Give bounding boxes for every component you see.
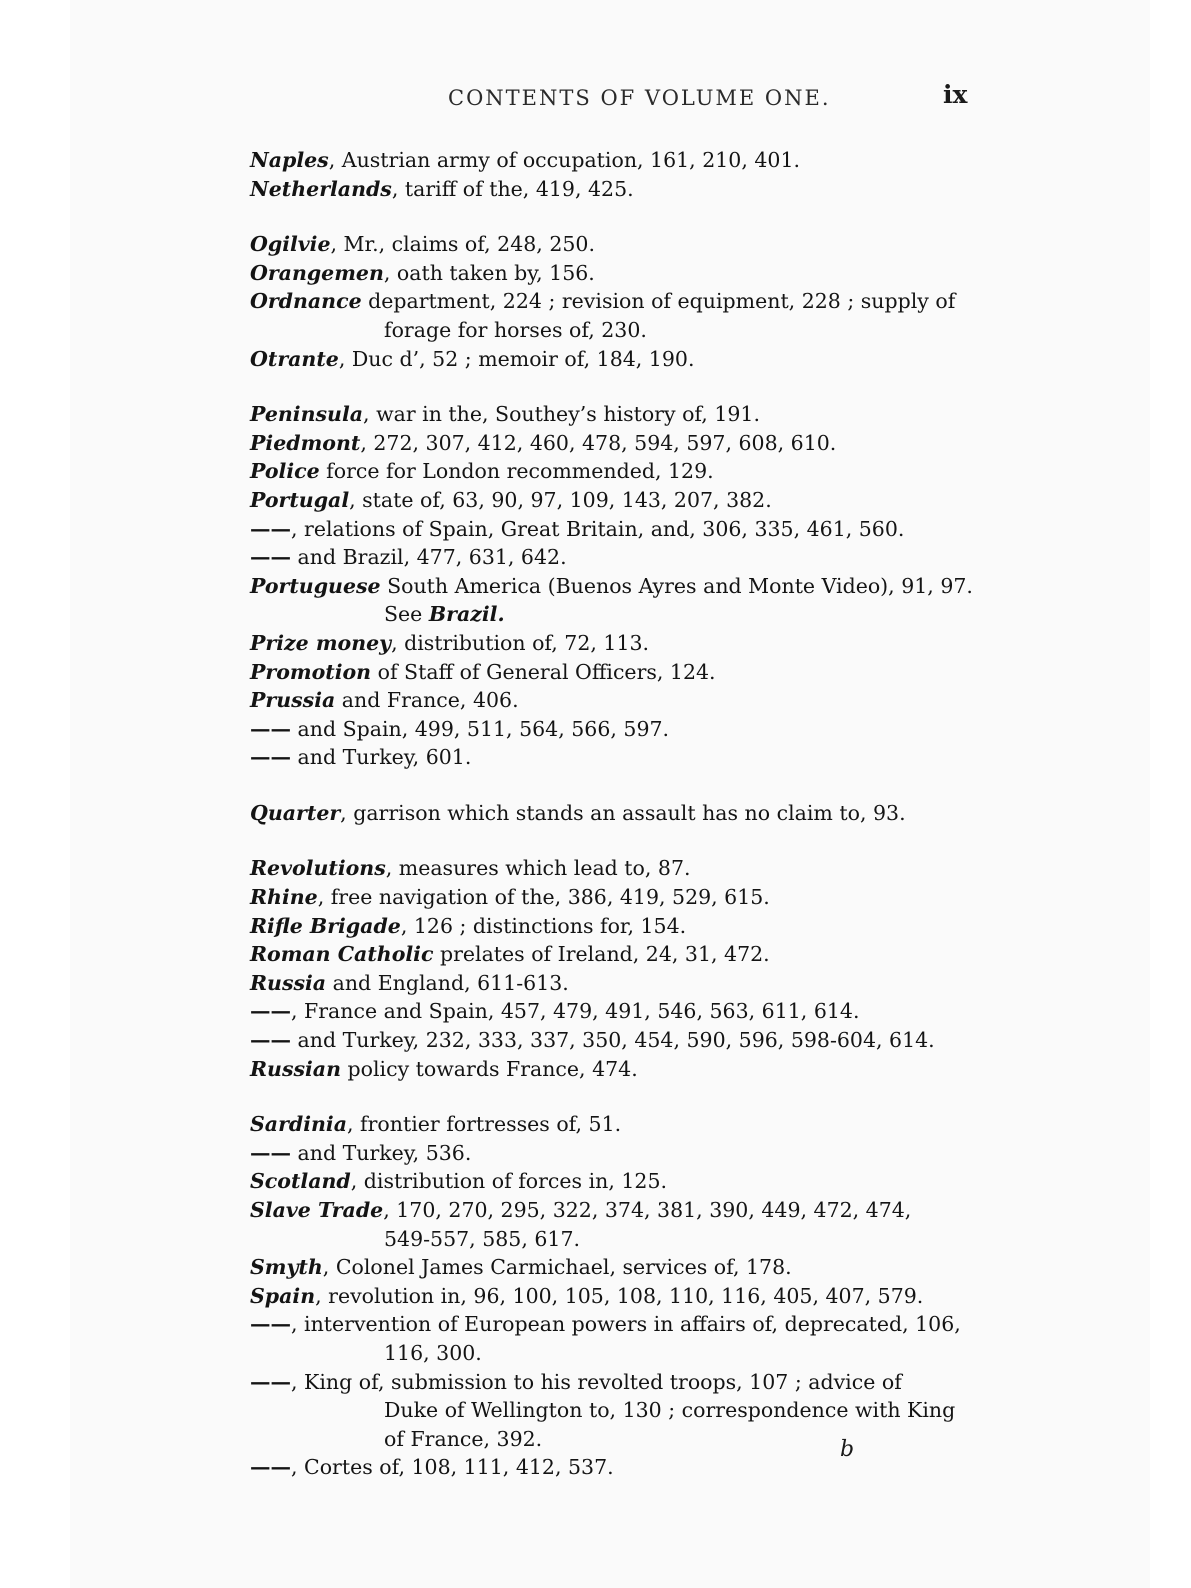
entry-text: and Turkey, 601. xyxy=(291,745,472,770)
entry-keyword: Quarter xyxy=(250,800,341,825)
entry-keyword: Promotion xyxy=(250,659,372,684)
index-entry-russia xyxy=(250,969,980,998)
entry-keyword: Revolutions xyxy=(250,856,386,881)
entry-continuation: Duke of Wellington to, 130 ; correspondence with King xyxy=(384,1398,956,1423)
entry-keyword: Piedmont xyxy=(250,430,361,455)
index-entry-quarter xyxy=(250,799,980,828)
index-entry-scotland xyxy=(250,1167,980,1196)
entry-keyword: Peninsula xyxy=(250,402,364,427)
entry-text: , distribution of forces in, 125. xyxy=(350,1169,668,1194)
ditto-dash: —— xyxy=(250,1312,291,1337)
index-entry-otrante xyxy=(250,345,980,374)
index-subentry xyxy=(250,997,980,1026)
entry-keyword: Police xyxy=(250,459,320,484)
index-subentry xyxy=(250,1453,980,1482)
index-entry-netherlands xyxy=(250,175,980,204)
index-entry-roman-catholic xyxy=(250,940,980,969)
entry-keyword: Russian xyxy=(250,1056,341,1081)
index-entry-russian xyxy=(250,1055,980,1084)
index-subentry xyxy=(250,1026,980,1055)
ditto-dash: —— xyxy=(250,1028,291,1053)
entry-text: , King of, submission to his revolted troops, 107 ; advice of xyxy=(291,1369,902,1394)
index-entry-portugal xyxy=(250,486,980,515)
entry-text: and Spain, 499, 511, 564, 566, 597. xyxy=(291,716,670,741)
section-gap xyxy=(250,772,980,799)
entry-text: and Turkey, 536. xyxy=(291,1140,472,1165)
signature-mark: b xyxy=(840,1437,855,1462)
ditto-dash: —— xyxy=(250,1455,291,1480)
entry-keyword: Russia xyxy=(250,970,327,995)
ditto-dash: —— xyxy=(250,516,291,541)
ditto-dash: —— xyxy=(250,1140,291,1165)
entry-text: and Brazil, 477, 631, 642. xyxy=(291,545,567,570)
entry-text: South America (Buenos Ayres and Monte Video), 91, 97. xyxy=(380,573,973,598)
ditto-dash: —— xyxy=(250,545,291,570)
see-reference: Brazil. xyxy=(428,602,505,627)
index-entry-portuguese xyxy=(250,572,980,629)
entry-keyword: Scotland xyxy=(250,1169,351,1194)
index-entry-peninsula xyxy=(250,400,980,429)
ditto-dash: —— xyxy=(250,745,291,770)
entry-text: , France and Spain, 457, 479, 491, 546, 563, 611, 614. xyxy=(291,999,860,1024)
entry-text: , revolution in, 96, 100, 105, 108, 110, 116, 405, 407, 579. xyxy=(315,1283,924,1308)
entry-keyword: Rifle Brigade xyxy=(250,913,401,938)
entry-text: , free navigation of the, 386, 419, 529, 615. xyxy=(317,885,770,910)
entry-keyword: Orangemen xyxy=(250,260,384,285)
entry-keyword: Ogilvie xyxy=(250,232,331,257)
section-gap xyxy=(250,373,980,400)
entry-keyword: Roman Catholic xyxy=(250,942,434,967)
entry-text: , measures which lead to, 87. xyxy=(385,856,691,881)
entry-text: department, 224 ; revision of equipment, 228 ; supply of xyxy=(361,289,956,314)
entry-text: , garrison which stands an assault has no claim to, 93. xyxy=(340,800,906,825)
entry-keyword: Sardinia xyxy=(250,1112,347,1137)
index-entry-smyth xyxy=(250,1253,980,1282)
entry-keyword: Rhine xyxy=(250,885,318,910)
entry-keyword: Ordnance xyxy=(250,289,362,314)
index-entry-promotion xyxy=(250,658,980,687)
entry-keyword: Slave Trade xyxy=(250,1198,384,1222)
entry-keyword: Prize money xyxy=(250,630,392,655)
entry-keyword: Otrante xyxy=(250,346,339,371)
entry-keyword: Portugal xyxy=(250,487,350,512)
entry-text: and France, 406. xyxy=(335,688,519,713)
index-entry-ordnance xyxy=(250,287,980,344)
index-subentry xyxy=(250,1368,980,1454)
index-subentry xyxy=(250,1310,980,1367)
index-subentry xyxy=(250,515,980,544)
entry-text: prelates of Ireland, 24, 31, 472. xyxy=(433,942,770,967)
entry-continuation xyxy=(250,600,980,629)
index-subentry xyxy=(250,715,980,744)
index-entry-prize-money xyxy=(250,629,980,658)
index-entry-ogilvie xyxy=(250,230,980,259)
index-entry-revolutions xyxy=(250,854,980,883)
entry-text: , Colonel James Carmichael, services of, 178. xyxy=(322,1255,792,1280)
index-entry-orangemen xyxy=(250,259,980,288)
section-gap xyxy=(250,203,980,230)
entry-keyword: Portuguese xyxy=(250,573,381,598)
entry-text: , Cortes of, 108, 111, 412, 537. xyxy=(291,1455,614,1480)
index-entry-rhine xyxy=(250,883,980,912)
entry-text: , relations of Spain, Great Britain, and, 306, 335, 461, 560. xyxy=(291,516,905,541)
entry-text: , 126 ; distinctions for, 154. xyxy=(400,913,687,938)
index-entry-naples xyxy=(250,146,980,175)
index-entry-slave-trade xyxy=(250,1196,980,1253)
index-entry-sardinia xyxy=(250,1110,980,1139)
page-number: ix xyxy=(943,80,968,109)
ditto-dash: —— xyxy=(250,999,291,1024)
index-entry-rifle-brigade xyxy=(250,912,980,941)
entry-text: , state of, 63, 90, 97, 109, 143, 207, 382. xyxy=(349,487,772,512)
section-gap xyxy=(250,1083,980,1110)
entry-continuation: 116, 300. xyxy=(384,1340,482,1365)
entry-keyword: Naples xyxy=(250,148,329,172)
entry-text: and England, 611-613. xyxy=(326,970,569,995)
entry-text: , intervention of European powers in affairs of, deprecated, 106, xyxy=(291,1312,961,1337)
entry-text: , Duc d’, 52 ; memoir of, 184, 190. xyxy=(338,346,695,371)
see-label: See xyxy=(384,602,423,627)
index-subentry xyxy=(250,543,980,572)
index-entry-police xyxy=(250,457,980,486)
index-entries xyxy=(250,146,980,1482)
entry-keyword: Spain xyxy=(250,1283,316,1308)
section-gap xyxy=(250,827,980,854)
entry-text: , distribution of, 72, 113. xyxy=(391,630,650,655)
entry-text: policy towards France, 474. xyxy=(341,1056,638,1081)
index-entry-piedmont xyxy=(250,429,980,458)
index-subentry xyxy=(250,1139,980,1168)
ditto-dash: —— xyxy=(250,1369,291,1394)
entry-text: , 272, 307, 412, 460, 478, 594, 597, 608, 610. xyxy=(360,430,837,455)
entry-continuation: forage for horses of, 230. xyxy=(384,317,647,342)
entry-continuation: 549-557, 585, 617. xyxy=(384,1226,581,1251)
entry-text: , 170, 270, 295, 322, 374, 381, 390, 449, 472, 474, xyxy=(383,1198,912,1222)
index-subentry xyxy=(250,743,980,772)
entry-continuation: of France, 392. xyxy=(384,1426,543,1451)
entry-text: and Turkey, 232, 333, 337, 350, 454, 590, 596, 598-604, 614. xyxy=(291,1028,935,1053)
entry-text: , oath taken by, 156. xyxy=(383,260,595,285)
entry-text: , Austrian army of occupation, 161, 210, 401. xyxy=(328,148,801,172)
entry-keyword: Prussia xyxy=(250,688,336,713)
entry-text: , tariff of the, 419, 425. xyxy=(391,176,634,201)
index-entry-prussia xyxy=(250,686,980,715)
index-entry-spain xyxy=(250,1282,980,1311)
ditto-dash: —— xyxy=(250,716,291,741)
entry-text: of Staff of General Officers, 124. xyxy=(371,659,716,684)
entry-text: , frontier fortresses of, 51. xyxy=(347,1112,622,1137)
entry-text: force for London recommended, 129. xyxy=(319,459,714,484)
entry-text: , Mr., claims of, 248, 250. xyxy=(330,232,595,257)
entry-text: , war in the, Southey’s history of, 191. xyxy=(363,402,760,427)
entry-keyword: Netherlands xyxy=(250,176,392,201)
running-header: CONTENTS OF VOLUME ONE. xyxy=(448,86,831,110)
entry-keyword: Smyth xyxy=(250,1255,323,1280)
